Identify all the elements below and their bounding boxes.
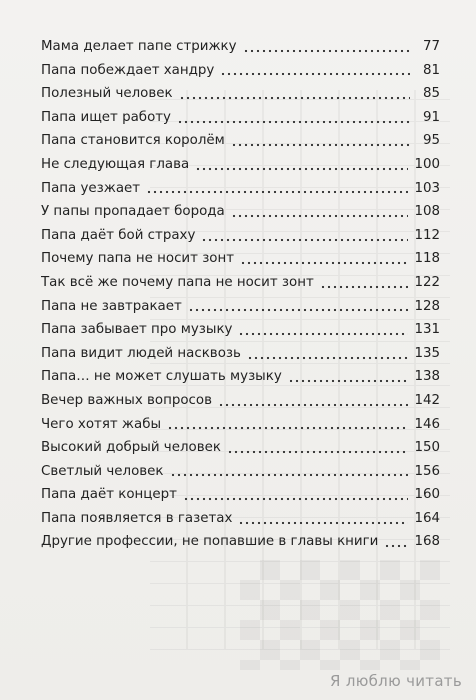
- leader-dots: [231, 214, 409, 218]
- toc-entry-title: Папа не завтракает: [41, 298, 182, 314]
- leader-dots: [218, 403, 408, 407]
- toc-entry-page: 91: [422, 109, 440, 125]
- toc-entry-page: 77: [422, 39, 440, 54]
- toc-entry: [41, 247, 440, 271]
- toc-entry-title: Почему папа не носит зонт: [41, 251, 235, 267]
- toc-entry: [41, 177, 440, 201]
- toc-entry-page: 168: [414, 534, 440, 550]
- leader-dots: [384, 544, 408, 548]
- toc-entry-title: Папа даёт бой страху: [41, 227, 196, 243]
- toc-entry: [41, 295, 440, 319]
- toc-entry-page: 103: [414, 180, 440, 196]
- leader-dots: [195, 167, 408, 171]
- leader-dots: [243, 49, 410, 53]
- toc-entry-page: 128: [414, 298, 440, 314]
- toc-entry: [41, 200, 440, 224]
- leader-dots: [170, 473, 409, 477]
- watermark: Я люблю читать: [330, 672, 462, 690]
- toc-entry-title: Папа забывает про музыку: [41, 322, 233, 338]
- toc-entry: [41, 460, 440, 484]
- toc-entry-title: Светлый человек: [41, 463, 164, 479]
- toc-entry-title: У папы пропадает борода: [41, 204, 225, 220]
- toc-entry: [41, 35, 440, 59]
- leader-dots: [247, 356, 409, 360]
- toc-entry-title: Папа появляется в газетах: [41, 510, 233, 526]
- toc-entry-page: 150: [414, 440, 440, 456]
- toc-entry: [41, 153, 440, 177]
- toc-entry-page: 100: [414, 156, 440, 172]
- leader-dots: [183, 497, 408, 501]
- toc-entry-page: 164: [414, 510, 440, 526]
- toc-entry-page: 112: [414, 227, 440, 243]
- show-through-pattern: [240, 560, 440, 670]
- toc-entry: [41, 318, 440, 342]
- table-of-contents: [41, 35, 440, 554]
- leader-dots: [320, 285, 409, 289]
- leader-dots: [167, 426, 408, 430]
- leader-dots: [177, 120, 410, 124]
- toc-entry-title: Не следующая глава: [41, 156, 190, 172]
- leader-dots: [227, 450, 409, 454]
- toc-entry: [41, 342, 440, 366]
- toc-entry-page: 135: [414, 345, 440, 361]
- leader-dots: [146, 190, 408, 194]
- toc-entry-title: Папа видит людей насквозь: [41, 345, 241, 361]
- toc-entry: [41, 436, 440, 460]
- toc-entry: [41, 129, 440, 153]
- toc-entry-page: 81: [422, 62, 440, 78]
- toc-entry-page: 85: [422, 86, 440, 102]
- toc-entry: [41, 224, 440, 248]
- toc-entry-title: Папа становится королём: [41, 133, 225, 149]
- leader-dots: [231, 143, 410, 147]
- toc-entry-page: 118: [414, 251, 440, 267]
- toc-entry-title: Папа ищет работу: [41, 109, 171, 125]
- toc-entry-page: 108: [414, 204, 440, 220]
- toc-entry: [41, 530, 440, 554]
- toc-entry-page: 95: [422, 133, 440, 149]
- leader-dots: [188, 308, 409, 312]
- toc-entry: [41, 82, 440, 106]
- toc-entry-title: Папа побеждает хандру: [41, 62, 215, 78]
- toc-entry-page: 122: [414, 274, 440, 290]
- toc-entry-page: 160: [414, 487, 440, 503]
- toc-entry: [41, 271, 440, 295]
- toc-entry-page: 146: [414, 416, 440, 432]
- toc-entry-title: Вечер важных вопросов: [41, 392, 212, 408]
- leader-dots: [201, 238, 408, 242]
- toc-entry-title: Полезный человек: [41, 86, 173, 102]
- leader-dots: [179, 96, 410, 100]
- toc-entry-title: Папа даёт концерт: [41, 487, 177, 503]
- toc-entry: [41, 59, 440, 83]
- toc-entry-page: 156: [414, 463, 440, 479]
- leader-dots: [238, 521, 408, 525]
- toc-entry-page: 131: [414, 322, 440, 338]
- toc-entry: [41, 413, 440, 437]
- leader-dots: [220, 72, 410, 76]
- toc-entry-title: Чего хотят жабы: [41, 416, 162, 432]
- toc-entry: [41, 507, 440, 531]
- toc-entry-page: 142: [414, 392, 440, 408]
- leader-dots: [240, 261, 408, 265]
- toc-entry-title: Папа… не может слушать музыку: [41, 369, 282, 385]
- toc-entry-page: 138: [414, 369, 440, 385]
- toc-entry: [41, 483, 440, 507]
- leader-dots: [288, 379, 409, 383]
- toc-entry: [41, 106, 440, 130]
- toc-entry-title: Так всё же почему папа не носит зонт: [41, 274, 314, 290]
- toc-entry-title: Мама делает папе стрижку: [41, 39, 237, 54]
- leader-dots: [238, 332, 408, 336]
- toc-entry-title: Другие профессии, не попавшие в главы книги: [41, 534, 379, 550]
- toc-entry: [41, 365, 440, 389]
- toc-entry: [41, 389, 440, 413]
- toc-entry-title: Папа уезжает: [41, 180, 141, 196]
- toc-entry-title: Высокий добрый человек: [41, 440, 221, 456]
